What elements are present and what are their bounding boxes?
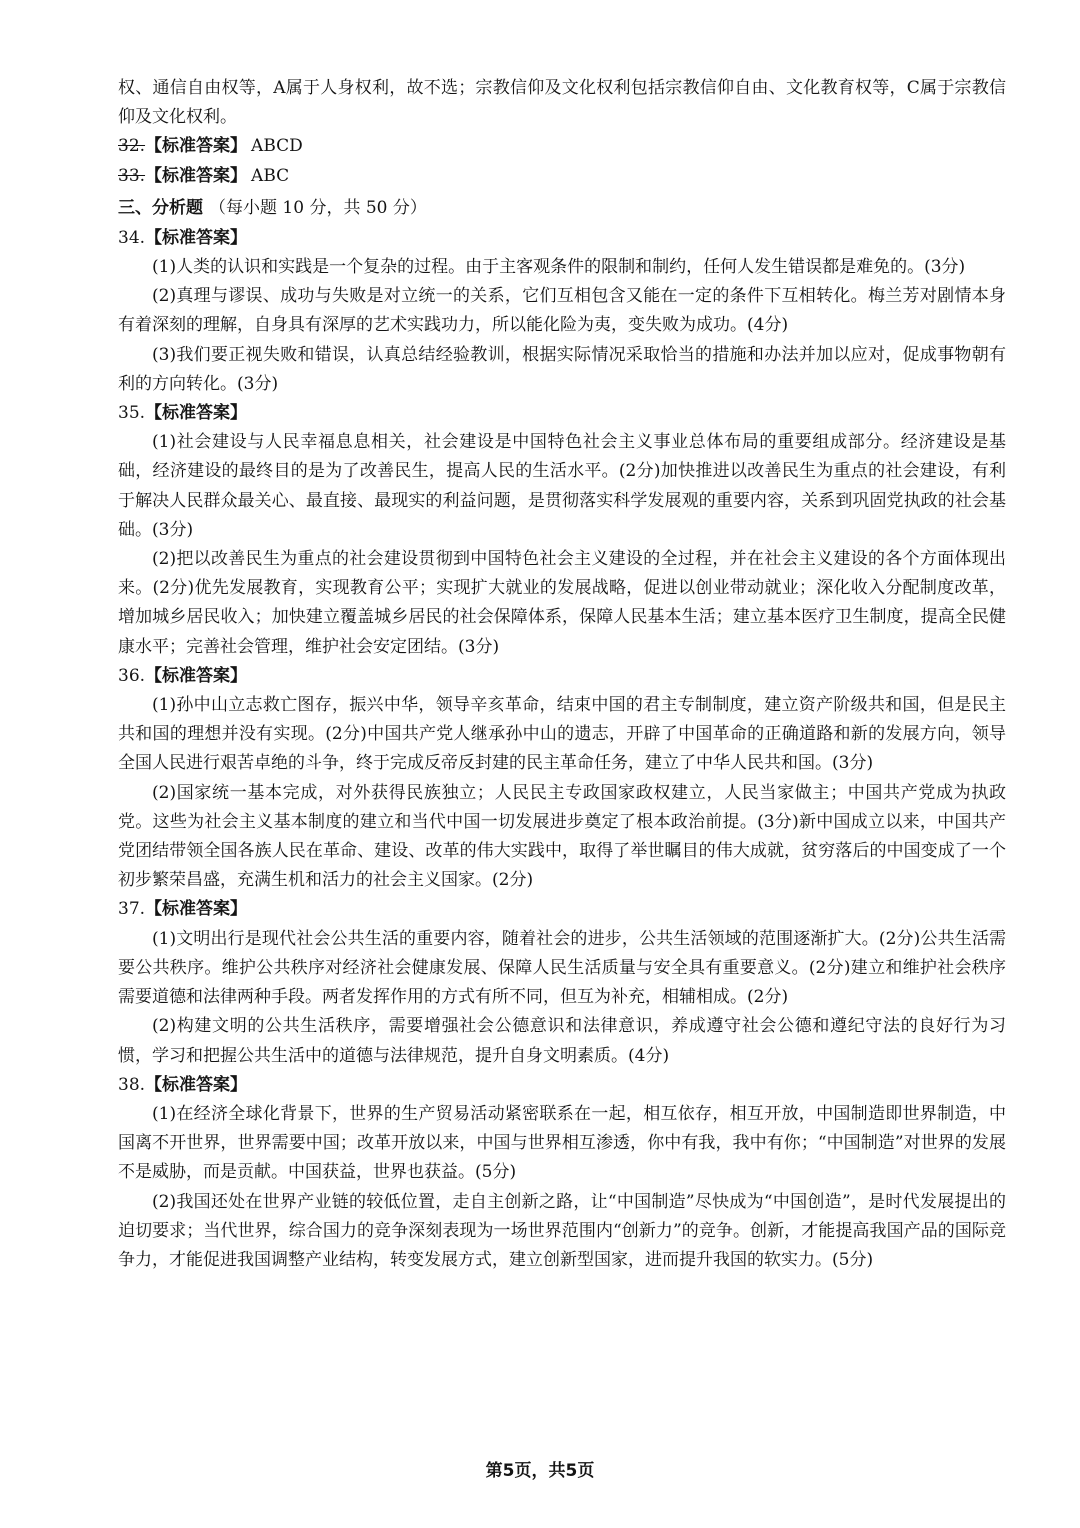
intro-paragraph: 权、通信自由权等，A属于人身权利，故不选；宗教信仰及文化权利包括宗教信仰自由、文化教育权等，C属于宗教信仰及文化权利。 (118, 78, 1006, 128)
q37-label: 【标准答案】 (145, 899, 248, 920)
q35-paragraph: (2)把以改善民生为重点的社会建设贯彻到中国特色社会主义建设的全过程，并在社会主义建设的各个方面体现出来。(2分)优先发展教育，实现教育公平；实现扩大就业的发展战略，促进以创业带动就业；深化收入分配制度改革，增加城乡居民收入；加快建立覆盖城乡居民的社会保障体系，保障人民基本生活；建立基本医疗卫生制度，提高全民健康水平；完善社会管理，维护社会安定团结。(3分) (118, 549, 1006, 657)
q38-paragraph: (2)我国还处在世界产业链的较低位置，走自主创新之路，让“中国制造”尽快成为“中国创造”，是时代发展提出的迫切要求；当代世界，综合国力的竞争深刻表现为一场世界范围内“创新力”的竞争。创新，才能提高我国产品的国际竞争力，才能促进我国调整产业结构，转变发展方式，建立创新型国家，进而提升我国的软实力。(5分) (118, 1191, 1006, 1270)
q38-heading (118, 1071, 1006, 1100)
section-score-note: （每小题 10 分，共 50 分） (209, 197, 427, 218)
q32-value: ABCD (251, 136, 303, 157)
q36-paragraph: (2)国家统一基本完成，对外获得民族独立；人民民主专政国家政权建立，人民当家做主；中国共产党成为执政党。这些为社会主义基本制度的建立和当代中国一切发展进步奠定了根本政治前提。(3分)新中国成立以来，中国共产党团结带领全国各族人民在革命、建设、改革的伟大实践中，取得了举世瞩目的伟大成就，贫穷落后的中国变成了一个初步繁荣昌盛，充满生机和活力的社会主义国家。(2分) (118, 782, 1006, 891)
q34-paragraph: (3)我们要正视失败和错误，认真总结经验教训，根据实际情况采取恰当的措施和办法并加以应对，促成事物朝有利的方向转化。(3分) (118, 344, 1006, 394)
q35-heading (118, 399, 1006, 428)
q37-heading (118, 895, 1006, 924)
q34-heading (118, 224, 1006, 253)
q33-label: 【标准答案】 (145, 165, 248, 186)
q32-answer (118, 132, 1006, 161)
q33-answer (118, 162, 1006, 191)
q37-paragraph: (1)文明出行是现代社会公共生活的重要内容，随着社会的进步，公共生活领域的范围逐渐扩大。(2分)公共生活需要公共秩序。维护公共秩序对经济社会健康发展、保障人民生活质量与安全具有重要意义。(2分)建立和维护社会秩序需要道德和法律两种手段。两者发挥作用的方式有所不同，但互为补充，相辅相成。(2分) (118, 928, 1006, 1008)
q36-heading (118, 662, 1006, 691)
q34-label: 【标准答案】 (145, 227, 248, 248)
q36-number: 36. (118, 665, 146, 686)
section-title-text: 三、分析题 (118, 197, 203, 218)
q35-number: 35. (118, 403, 146, 424)
q35-paragraph: (1)社会建设与人民幸福息息相关，社会建设是中国特色社会主义事业总体布局的重要组成部分。经济建设是基础，经济建设的最终目的是为了改善民生，提高人民的生活水平。(2分)加快推进以改善民生为重点的社会建设，有利于解决人民群众最关心、最直接、最现实的利益问题，是贯彻落实科学发展观的重要内容，关系到巩固党执政的社会基础。(3分) (118, 432, 1006, 540)
q36-paragraph: (1)孙中山立志救亡图存，振兴中华，领导辛亥革命，结束中国的君主专制制度，建立资产阶级共和国，但是民主共和国的理想并没有实现。(2分)中国共产党人继承孙中山的遗志，开辟了中国革命的正确道路和新的发展方向，领导全国人民进行艰苦卓绝的斗争，终于完成反帝反封建的民主革命任务，建立了中华人民共和国。(3分) (118, 695, 1006, 774)
q32-label: 【标准答案】 (145, 136, 248, 157)
q37-paragraph: (2)构建文明的公共生活秩序，需要增强社会公德意识和法律意识，养成遵守社会公德和遵纪守法的良好行为习惯，学习和把握公共生活中的道德与法律规范，提升自身文明素质。(4分) (118, 1016, 1006, 1066)
q36-label: 【标准答案】 (145, 665, 248, 686)
answer-page (118, 74, 1006, 1275)
q38-label: 【标准答案】 (145, 1074, 248, 1095)
page-footer: 第5页，共5页 (485, 1461, 595, 1481)
section-title (118, 193, 1006, 224)
q33-value: ABC (251, 165, 290, 186)
q34-paragraph: (1)人类的认识和实践是一个复杂的过程。由于主客观条件的限制和制约，任何人发生错误都是难免的。(3分) (152, 257, 966, 278)
q38-paragraph: (1)在经济全球化背景下，世界的生产贸易活动紧密联系在一起，相互依存，相互开放，中国制造即世界制造，中国离不开世界，世界需要中国；改革开放以来，中国与世界相互渗透，你中有我，我中有你；“中国制造”对世界的发展不是威胁，而是贡献。中国获益，世界也获益。(5分) (118, 1103, 1006, 1183)
q37-number: 37. (118, 899, 146, 920)
q38-number: 38. (118, 1074, 146, 1095)
q35-label: 【标准答案】 (145, 403, 248, 424)
q33-number: 33. (118, 165, 146, 186)
q34-paragraph: (2)真理与谬误、成功与失败是对立统一的关系，它们互相包含又能在一定的条件下互相转化。梅兰芳对剧情本身有着深刻的理解，自身具有深厚的艺术实践功力，所以能化险为夷，变失败为成功。(4分) (118, 286, 1006, 336)
q34-number: 34. (118, 227, 146, 248)
q32-number: 32. (118, 136, 146, 157)
